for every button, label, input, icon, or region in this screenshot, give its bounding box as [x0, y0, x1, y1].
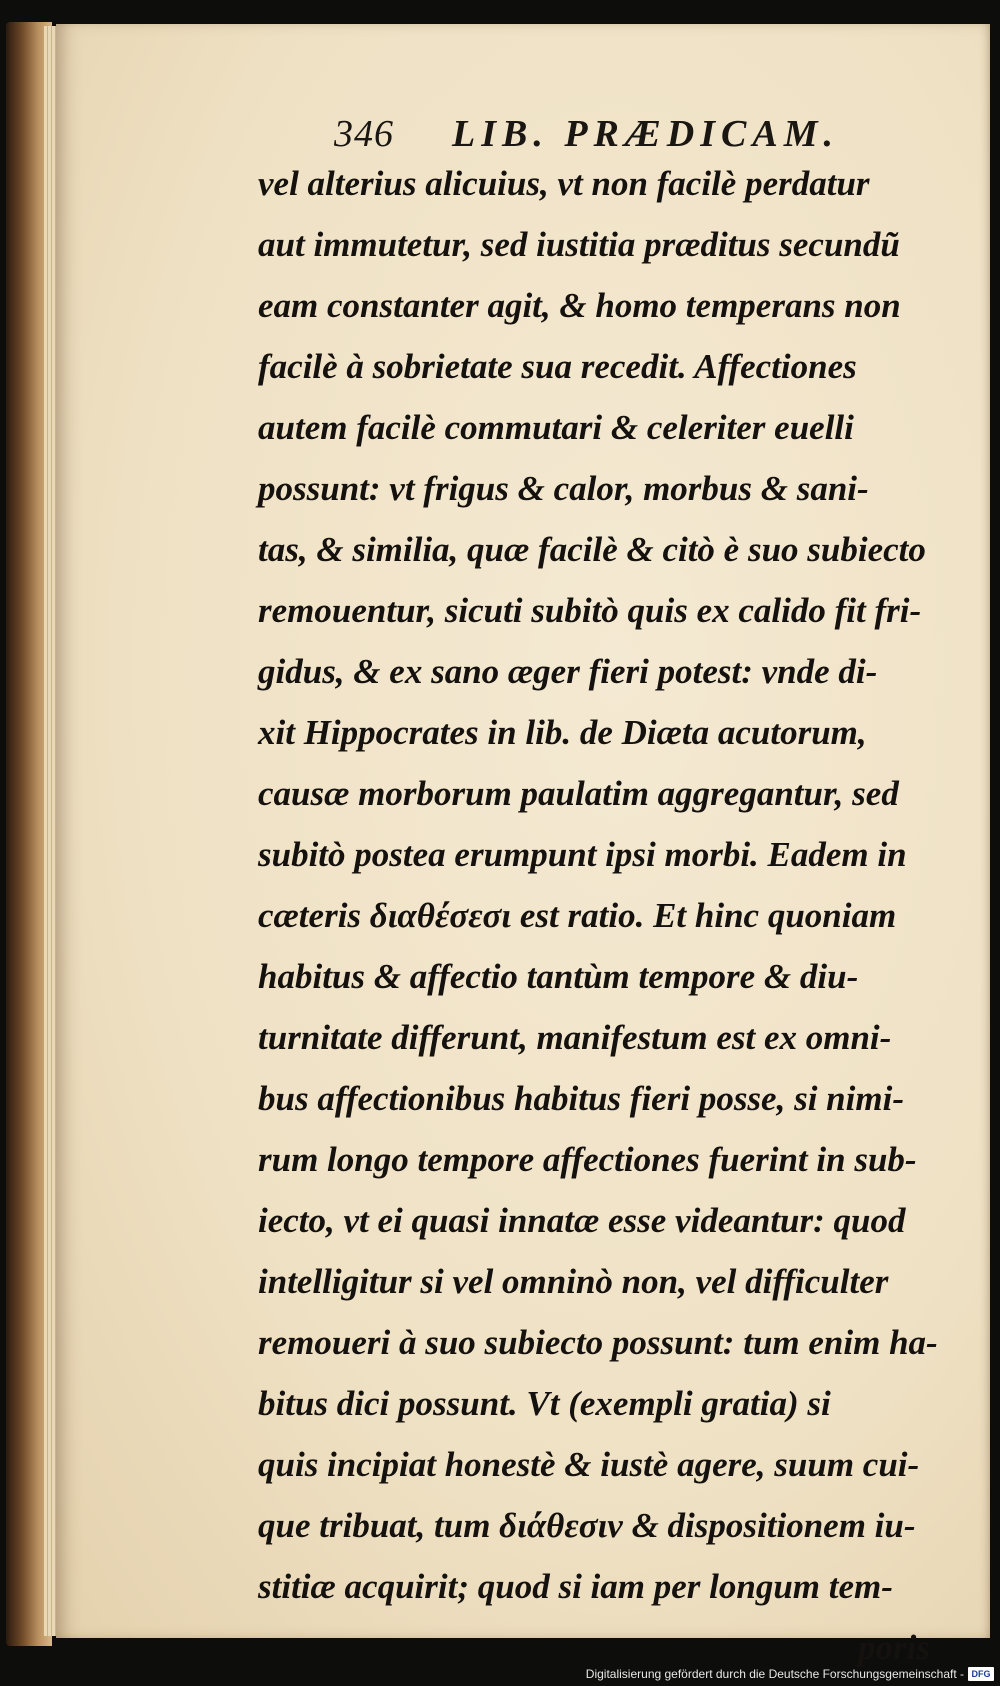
- text-line: intelligitur si vel omninò non, vel difficulter: [258, 1262, 889, 1301]
- text-line: turnitate differunt, manifestum est ex omni-: [258, 1018, 892, 1057]
- dfg-logo-icon: DFG: [968, 1667, 994, 1681]
- text-line: quis incipiat honestè & iustè agere, suum cui-: [258, 1445, 920, 1484]
- text-line: stitiæ acquirit; quod si iam per longum tem-: [258, 1567, 893, 1606]
- text-line: subitò postea erumpunt ipsi morbi. Eadem in: [258, 835, 907, 874]
- text-line: bitus dici possunt. Vt (exempli gratia) si: [258, 1384, 831, 1423]
- text-line: facilè à sobrietate sua recedit. Affectiones: [258, 347, 857, 386]
- running-head: LIB. PRÆDICAM.: [452, 113, 839, 155]
- body-text: [258, 158, 964, 1683]
- text-line: habitus & affectio tantùm tempore & diu-: [258, 957, 859, 996]
- text-line: causæ morborum paulatim aggregantur, sed: [258, 774, 899, 813]
- page-header: [334, 112, 954, 164]
- text-line: xit Hippocrates in lib. de Diæta acutorum,: [258, 713, 867, 752]
- text-line: rum longo tempore affectiones fuerint in sub-: [258, 1140, 917, 1179]
- text-line: aut immutetur, sed iustitia præditus secundũ: [258, 225, 900, 264]
- text-line: cæteris διαθέσεσι est ratio. Et hinc quoniam: [258, 896, 897, 935]
- text-line: autem facilè commutari & celeriter euelli: [258, 408, 854, 447]
- text-line: iecto, vt ei quasi innatæ esse videantur: quod: [258, 1201, 906, 1240]
- text-line: que tribuat, tum διάθεσιν & dispositionem iu-: [258, 1506, 916, 1545]
- text-line: remoueri à suo subiecto possunt: tum enim ha-: [258, 1323, 938, 1362]
- text-line: vel alterius alicuius, vt non facilè perdatur: [258, 164, 870, 203]
- text-line: gidus, & ex sano æger fieri potest: vnde di-: [258, 652, 878, 691]
- text-line: eam constanter agit, & homo temperans non: [258, 286, 901, 325]
- text-line: possunt: vt frigus & calor, morbus & sani-: [258, 469, 869, 508]
- text-line: remouentur, sicuti subitò quis ex calido fit fri-: [258, 591, 922, 630]
- digitization-footer: [586, 1664, 994, 1684]
- footer-credit: Digitalisierung gefördert durch die Deutsche Forschungsgemeinschaft -: [585, 1667, 964, 1681]
- page-number: 346: [334, 113, 394, 155]
- text-line: bus affectionibus habitus fieri posse, si nimi-: [258, 1079, 904, 1118]
- text-line: tas, & similia, quæ facilè & citò è suo subiecto: [258, 530, 926, 569]
- catchword: poris: [858, 1628, 930, 1667]
